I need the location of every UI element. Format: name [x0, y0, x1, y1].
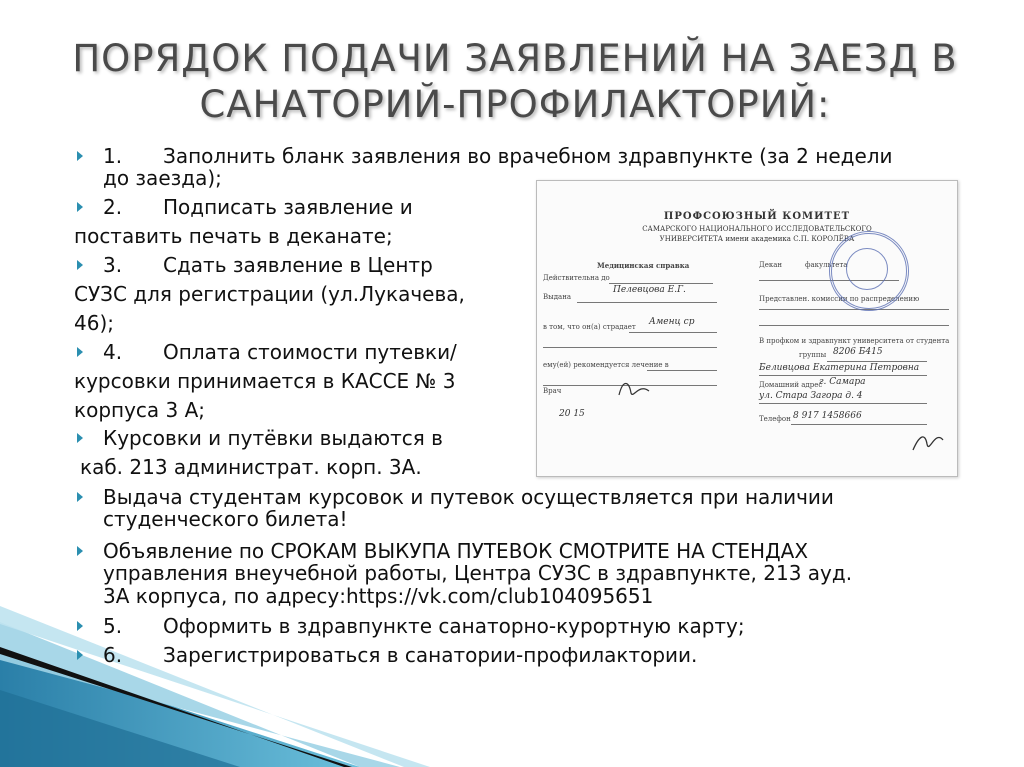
doctor-signature-mark: [615, 373, 655, 403]
bullet-arrow-icon: [77, 433, 83, 443]
application-form-image: [536, 180, 958, 477]
form-label: ему(ей) рекомендуется лечение в: [543, 361, 669, 369]
item-number: 1.: [103, 144, 123, 168]
item-text: Зарегистрироваться в санатории-профилактории.: [163, 643, 698, 667]
form-header-line: УНИВЕРСИТЕТА имени академика С.П. КОРОЛЁВА: [659, 235, 855, 243]
list-item-continuation: каб. 213 администрат. корп. 3А.: [80, 455, 422, 479]
bullet-arrow-icon: [77, 347, 83, 357]
form-label: Представлен. комиссии по распределению: [759, 295, 920, 303]
title-line-1: ПОРЯДОК ПОДАЧИ ЗАЯВЛЕНИЙ НА ЗАЕЗД В: [72, 37, 958, 80]
form-line: [759, 309, 949, 310]
bullet-arrow-icon: [77, 546, 83, 556]
list-item-continuation: 46);: [74, 311, 114, 335]
form-label: в том, что он(а) страдает: [543, 323, 636, 331]
bullet-arrow-icon: [77, 260, 83, 270]
list-item-continuation: 3А корпуса, по адресу:https://vk.com/club104095651: [103, 584, 654, 608]
form-section-title: Медицинская справка: [597, 261, 690, 270]
item-text: Оформить в здравпункте санаторно-курортную карту;: [163, 614, 745, 638]
item-text: Подписать заявление и: [163, 195, 413, 219]
list-item-continuation: корпуса 3 А;: [74, 398, 206, 422]
handwritten-group: 8206 Б415: [833, 347, 883, 357]
bullet-arrow-icon: [77, 650, 83, 660]
handwritten-address: ул. Стара Загора д. 4: [759, 391, 863, 401]
bullet-arrow-icon: [77, 202, 83, 212]
form-label: Домашний адрес: [759, 381, 823, 389]
form-label: факультета: [805, 261, 848, 269]
list-item: [103, 643, 697, 667]
form-line: [759, 375, 927, 376]
list-item: [103, 195, 413, 219]
handwritten-student-name: Беливцова Екатерина Петровна: [759, 363, 920, 373]
list-item: Выдача студентам курсовок и путевок осуществляется при наличии: [103, 485, 834, 509]
form-label: В профком и здравпункт университета от студента: [759, 337, 950, 345]
list-item-continuation: до заезда);: [103, 166, 222, 190]
form-header-line: САМАРСКОГО НАЦИОНАЛЬНОГО ИССЛЕДОВАТЕЛЬСКОГО: [642, 225, 872, 233]
signature-mark: [909, 426, 949, 456]
form-label: Телефон: [759, 415, 791, 423]
form-label: Выдана: [543, 293, 572, 301]
form-label: Врач: [543, 387, 562, 395]
item-number: 2.: [103, 195, 123, 219]
item-number: 3.: [103, 253, 123, 277]
form-label: Действительна до: [543, 274, 610, 282]
bullet-arrow-icon: [77, 492, 83, 502]
form-line: [759, 325, 949, 326]
form-label: группы: [799, 351, 827, 359]
handwritten-address: г. Самара: [819, 377, 866, 387]
title-line-2: САНАТОРИЙ-ПРОФИЛАКТОРИЙ:: [199, 83, 831, 126]
list-item: Объявление по СРОКАМ ВЫКУПА ПУТЕВОК СМОТРИТЕ НА СТЕНДАХ: [103, 539, 809, 563]
list-item-continuation: курсовки принимается в КАССЕ № 3: [74, 369, 456, 393]
list-item-continuation: управления внеучебной работы, Центра СУЗС в здравпункте, 213 ауд.: [103, 561, 853, 585]
form-line: [629, 332, 717, 333]
page-title: [40, 36, 990, 128]
item-number: 4.: [103, 340, 123, 364]
bullet-arrow-icon: [77, 621, 83, 631]
bullet-arrow-icon: [77, 151, 83, 161]
list-item-continuation: студенческого билета!: [103, 507, 348, 531]
form-line: [791, 424, 927, 425]
form-line: [543, 347, 717, 348]
list-item: [103, 614, 745, 638]
handwritten-date: 20 15: [559, 409, 585, 419]
handwritten-name: Пелевцова Е.Г.: [613, 285, 686, 295]
form-line: [577, 302, 717, 303]
item-text: Сдать заявление в Центр: [163, 253, 433, 277]
item-text: Оплата стоимости путевки/: [163, 340, 457, 364]
form-line: [609, 283, 713, 284]
item-text: Заполнить бланк заявления во врачебном здравпункте (за 2 недели: [163, 144, 893, 168]
handwritten-phone: 8 917 1458666: [793, 411, 862, 421]
list-item-continuation: поставить печать в деканате;: [74, 224, 393, 248]
list-item: [103, 340, 457, 364]
list-item: Курсовки и путёвки выдаются в: [103, 426, 443, 450]
form-label: Декан: [759, 261, 783, 269]
form-line: [759, 403, 927, 404]
list-item-continuation: СУЗС для регистрации (ул.Лукачева,: [74, 282, 465, 306]
item-number: 5.: [103, 614, 123, 638]
list-item: [103, 253, 433, 277]
item-number: 6.: [103, 643, 123, 667]
list-item: [103, 144, 893, 168]
official-stamp: [829, 231, 909, 311]
form-line: [647, 370, 717, 371]
handwritten-diagnosis: Аменц ср: [649, 317, 695, 327]
form-header-title: ПРОФСОЮЗНЫЙ КОМИТЕТ: [663, 211, 851, 222]
form-line: [827, 361, 927, 362]
